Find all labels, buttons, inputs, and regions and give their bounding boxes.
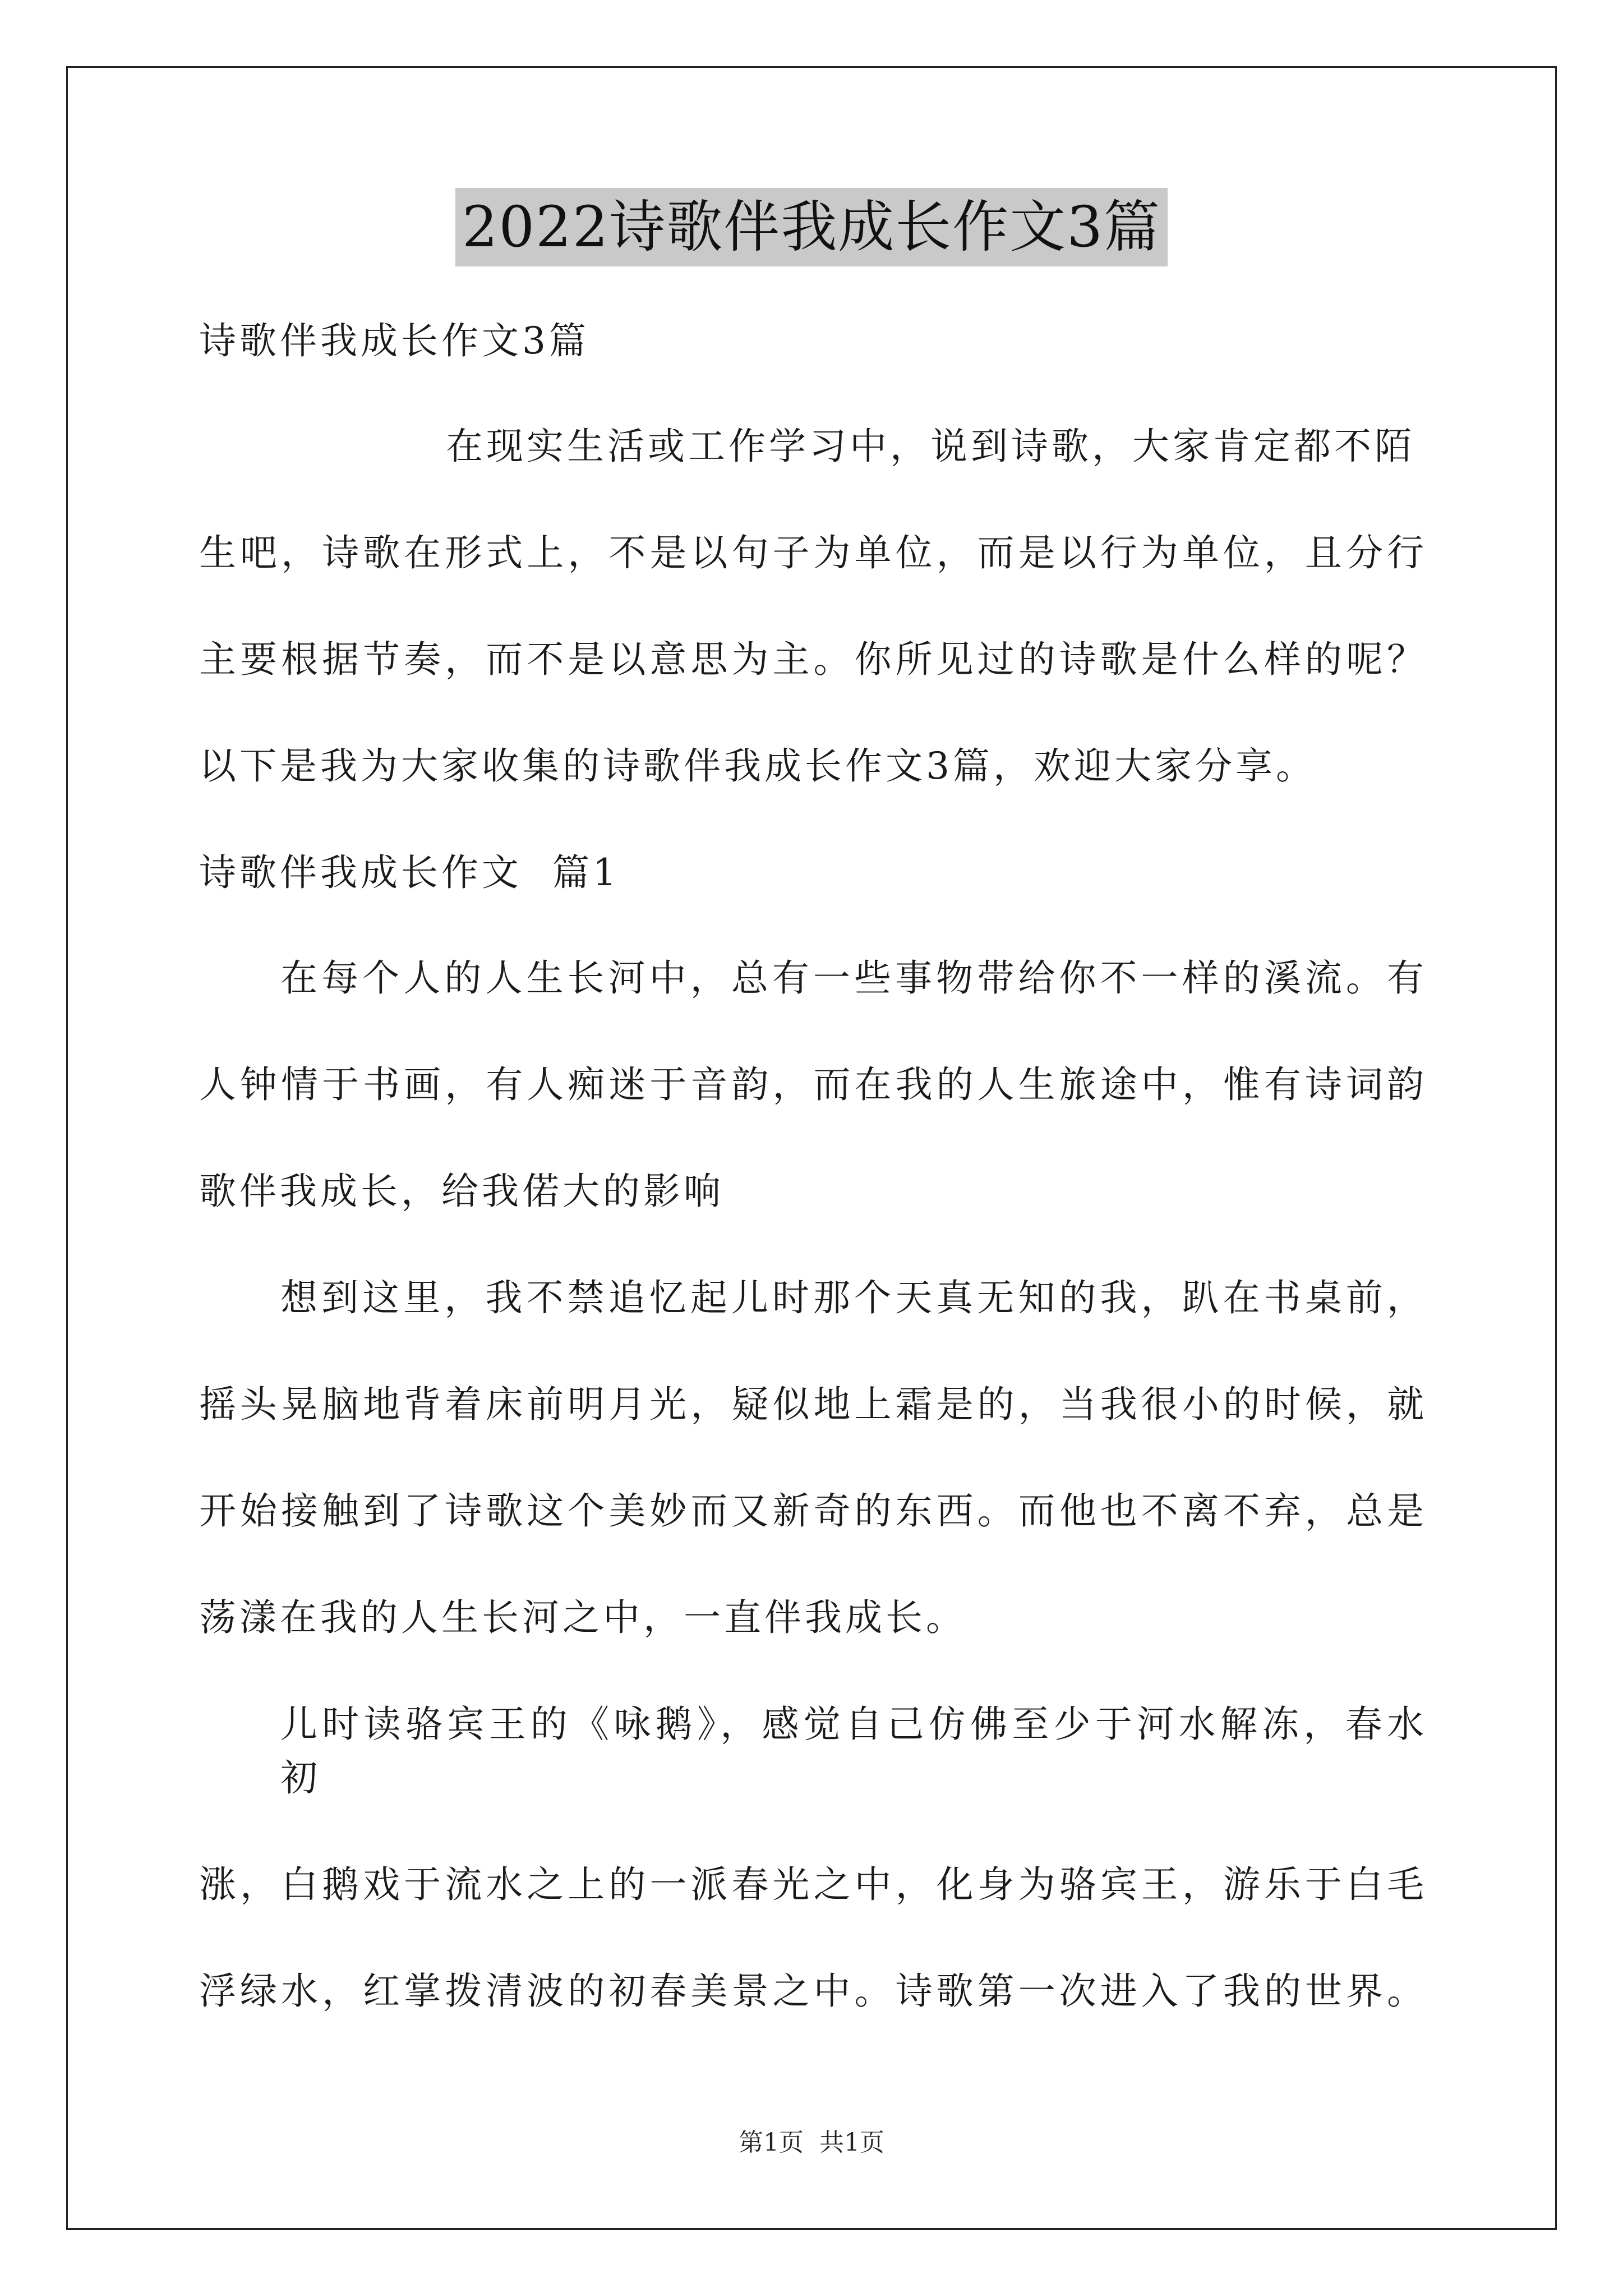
document-title: 2022诗歌伴我成长作文3篇 [455, 188, 1168, 266]
intro-line-2: 生吧，诗歌在形式上，不是以句子为单位，而是以行为单位，且分行 [199, 531, 1427, 574]
para2-line-3: 开始接触到了诗歌这个美妙而又新奇的东西。而他也不离不弃，总是 [199, 1489, 1427, 1533]
para2-line-4: 荡漾在我的人生长河之中，一直伴我成长。 [199, 1596, 966, 1639]
section-heading: 诗歌伴我成长作文 篇1 [199, 851, 620, 894]
intro-line-3: 主要根据节奏，而不是以意思为主。你所见过的诗歌是什么样的呢？ [199, 638, 1427, 681]
intro-line-1: 在现实生活或工作学习中，说到诗歌，大家肯定都不陌 [446, 425, 1415, 468]
para1-line-3: 歌伴我成长，给我偌大的影响 [199, 1170, 724, 1213]
para2-line-1: 想到这里，我不禁追忆起儿时那个天真无知的我，趴在书桌前， [280, 1276, 1427, 1319]
para3-line-1: 儿时读骆宾王的《咏鹅》，感觉自己仿佛至少于河水解冻，春水初 [280, 1703, 1427, 1800]
para1-line-2: 人钟情于书画，有人痴迷于音韵，而在我的人生旅途中，惟有诗词韵 [199, 1063, 1427, 1106]
document-body [199, 314, 1427, 2071]
para2-line-2: 摇头晃脑地背着床前明月光，疑似地上霜是的，当我很小的时候，就 [199, 1383, 1427, 1426]
para3-line-2: 涨，白鹅戏于流水之上的一派春光之中，化身为骆宾王，游乐于白毛 [199, 1863, 1427, 1906]
title-container [0, 188, 1623, 266]
para1-line-1: 在每个人的人生长河中，总有一些事物带给你不一样的溪流。有 [280, 956, 1427, 1000]
page-number: 第1页 共1页 [739, 2128, 884, 2157]
para3-line-3: 浮绿水，红掌拨清波的初春美景之中。诗歌第一次进入了我的世界。 [199, 1970, 1427, 2013]
document-subtitle: 诗歌伴我成长作文3篇 [199, 319, 589, 362]
intro-line-4: 以下是我为大家收集的诗歌伴我成长作文3篇，欢迎大家分享。 [199, 744, 1316, 788]
page-footer [0, 2126, 1623, 2160]
